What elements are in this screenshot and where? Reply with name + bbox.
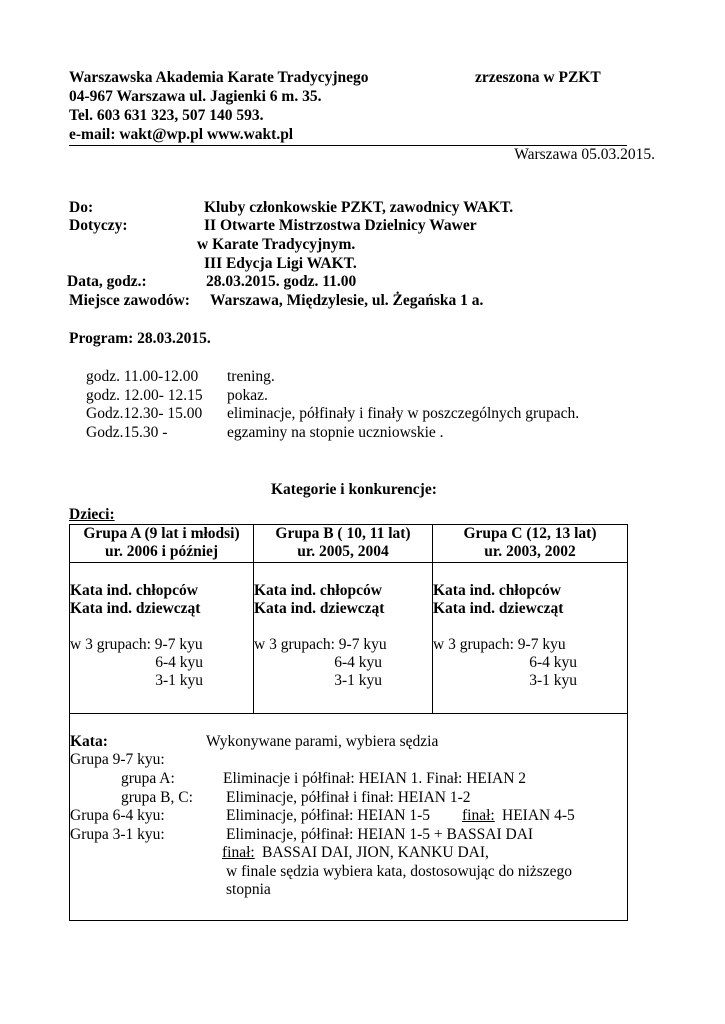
group-bc-text: Eliminacje, półfinał i finał: HEIAN 1-2 [226,789,471,806]
group-years: ur. 2005, 2004 [297,543,389,560]
group-3-1-label: Grupa 3-1 kyu: [70,826,165,843]
program-time: Godz.15.30 - [86,424,168,441]
categories-title: Kategorie i konkurencje: [271,481,437,498]
kyu-3-1: 3-1 kyu [155,672,203,689]
kyu-6-4: 6-4 kyu [155,654,203,671]
group-6-4-text: Eliminacje, półfinał: HEIAN 1-5 [226,807,431,824]
table-header-row [70,525,628,563]
events-cell [254,563,433,714]
program-desc: pokaz. [227,387,268,404]
kyu-3-1: 3-1 kyu [529,672,577,689]
affiliation: zrzeszona w PZKT [475,69,601,86]
table-row [70,563,628,714]
date-value: 28.03.2015. godz. 11.00 [206,273,357,290]
program-title: Program: 28.03.2015. [69,330,211,347]
event-girls: Kata ind. dziewcząt [70,600,201,617]
program-time: godz. 12.00- 12.15 [86,387,203,404]
group-years: ur. 2006 i później [104,543,219,560]
group-bc-label: grupa B, C: [121,789,193,806]
event-girls: Kata ind. dziewcząt [433,600,564,617]
venue-label: Miejsce zawodów: [69,292,190,309]
groups-intro: w 3 grupach: 9-7 kyu [70,636,203,653]
group-6-4-final-label: finał: [462,807,495,824]
email-web: e-mail: wakt@wp.pl www.wakt.pl [69,126,294,143]
group-3-1-note: w finale sędzia wybiera kata, dostosowując do niższego [226,863,573,880]
kyu-3-1: 3-1 kyu [334,672,382,689]
group-a-label: grupa A: [121,770,175,787]
groups-intro: w 3 grupach: 9-7 kyu [433,636,566,653]
subject-line3: III Edycja Ligi WAKT. [204,255,357,272]
group-6-4-final-text: HEIAN 4-5 [502,807,575,824]
phone: Tel. 603 631 323, 507 140 593. [69,107,264,124]
event-girls: Kata ind. dziewcząt [254,600,385,617]
categories-table [69,524,628,921]
group-name: Grupa C (12, 13 lat) [463,525,597,542]
subject-label: Dotyczy: [69,217,128,234]
groups-intro: w 3 grupach: 9-7 kyu [254,636,387,653]
address: 04-967 Warszawa ul. Jagienki 6 m. 35. [69,88,322,105]
kata-label: Kata: [70,733,108,750]
group-header [254,525,433,563]
group-years: ur. 2003, 2002 [484,543,576,560]
group-header [70,525,254,563]
group-a-text: Eliminacje i półfinał: HEIAN 1. Finał: HEIAN 2 [223,770,527,787]
subject-line2: w Karate Tradycyjnym. [197,236,356,253]
date-label: Data, godz.: [67,273,147,290]
kyu-6-4: 6-4 kyu [529,654,577,671]
program-desc: egzaminy na stopnie uczniowskie . [227,424,444,441]
table-row [70,714,628,921]
group-3-1-final-text: BASSAI DAI, JION, KANKU DAI, [262,844,489,861]
section-label-children: Dzieci: [69,506,115,523]
program-time: godz. 11.00-12.00 [86,368,199,385]
org-name: Warszawska Akademia Karate Tradycyjnego [69,69,369,86]
to-value: Kluby członkowskie PZKT, zawodnicy WAKT. [204,199,514,216]
program-time: Godz.12.30- 15.00 [86,405,203,422]
events-cell [433,563,628,714]
kata-intro: Wykonywane parami, wybiera sędzia [206,733,439,750]
group-name: Grupa B ( 10, 11 lat) [275,525,411,542]
group-3-1-final-label: finał: [222,844,255,861]
kyu-6-4: 6-4 kyu [334,654,382,671]
group-name: Grupa A (9 lat i młodsi) [83,525,240,542]
event-boys: Kata ind. chłopców [254,582,382,599]
group-3-1-text: Eliminacje, półfinał: HEIAN 1-5 + BASSAI DAI [226,826,534,843]
group-9-7-label: Grupa 9-7 kyu: [70,751,165,768]
program-desc: eliminacje, półfinały i finały w poszczególnych grupach. [227,405,580,422]
events-cell [70,563,254,714]
group-3-1-note: stopnia [226,881,271,898]
to-label: Do: [69,199,94,216]
event-boys: Kata ind. chłopców [70,582,198,599]
program-desc: trening. [227,368,275,385]
kata-rules-cell [70,714,628,921]
venue-value: Warszawa, Międzylesie, ul. Żegańska 1 a. [210,292,484,309]
subject-line1: II Otwarte Mistrzostwa Dzielnicy Wawer [204,217,477,234]
group-header [433,525,628,563]
place-date: Warszawa 05.03.2015. [514,146,655,163]
group-6-4-label: Grupa 6-4 kyu: [70,807,165,824]
event-boys: Kata ind. chłopców [433,582,561,599]
